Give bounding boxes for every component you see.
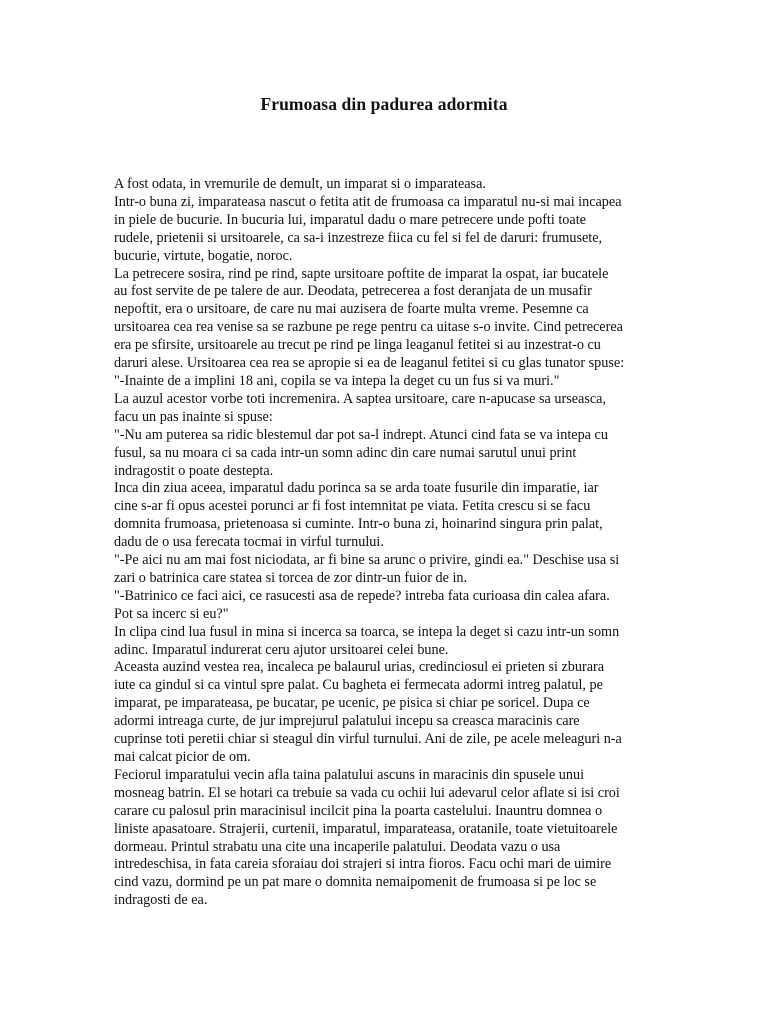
text-line: La petrecere sosira, rind pe rind, sapte ursitoare poftite de imparat la ospat, iar bucatele xyxy=(114,265,609,282)
document-title: Frumoasa din padurea adormita xyxy=(260,94,508,114)
text-line: indragostit o poate destepta. xyxy=(114,462,274,479)
text-line: In clipa cind lua fusul in mina si incerca sa toarca, se intepa la deget si cazu intr-un somn xyxy=(114,623,620,640)
text-line: A fost odata, in vremurile de demult, un imparat si o imparateasa. xyxy=(114,176,486,192)
text-line: Pot sa incerc si eu?" xyxy=(114,605,229,622)
text-line: intredeschisa, in fata careia sforaiau doi strajeri si intra fioros. Facu ochi mari de uimire xyxy=(114,856,612,873)
text-line: La auzul acestor vorbe toti incremenira. A saptea ursitoare, care n-apucase sa urseasca, xyxy=(114,390,606,407)
text-line: Aceasta auzind vestea rea, incaleca pe balaurul urias, credinciosul ei prieten si zburara xyxy=(114,659,605,676)
text-line: mai calcat picior de om. xyxy=(114,749,251,765)
text-line: domnita frumoasa, prietenoasa si cuminte. Intr-o buna zi, hoinarind singura prin palat, xyxy=(114,516,603,533)
text-line: fusul, sa nu moara ci sa cada intr-un somn adinc din care numai sarutul unui print xyxy=(114,444,577,461)
text-line: liniste apasatoare. Strajerii, curtenii, imparatul, imparateasa, oratanile, toate vietuitoarele xyxy=(114,820,618,837)
text-line: carare cu palosul prin maracinisul incilcit pina la poarta castelului. Inauntru domnea o xyxy=(114,802,603,819)
text-line: "-Pe aici nu am mai fost niciodata, ar fi bine sa arunc o privire, gindi ea." Deschise usa si xyxy=(114,552,620,569)
text-line: cind vazu, dormind pe un pat mare o domnita nemaipomenit de frumoasa si pe loc se xyxy=(114,874,597,891)
text-line: "-Nu am puterea sa ridic blestemul dar pot sa-l indrept. Atunci cind fata se va intepa cu xyxy=(114,426,608,443)
text-line: imparat, pe imparateasa, pe bucatar, pe ucenic, pe pisica si chiar pe soricel. Dupa ce xyxy=(114,695,590,712)
text-line: adormi intreaga curte, de jur imprejurul palatului incepu sa creasca maracinis care xyxy=(114,713,580,730)
text-line: mosneag batrin. El se hotari ca trebuie sa vada cu ochii lui adevarul celor aflate si isi croi xyxy=(114,784,620,801)
text-line: zari o batrinica care statea si torcea de zor dintr-un fuior de in. xyxy=(114,569,468,586)
text-line: in piele de bucurie. In bucuria lui, imparatul dadu o mare petrecere unde pofti toate xyxy=(114,211,586,228)
text-line: indragosti de ea. xyxy=(114,892,208,909)
text-line: rudele, prietenii si ursitoarele, ca sa-i inzestreze fiica cu fel si fel de daruri: frumusete, xyxy=(114,229,603,246)
text-line: cine s-ar fi opus acestei porunci ar fi fost intemnitat pe viata. Fetita crescu si se facu xyxy=(114,498,591,515)
text-line: cuprinse toti peretii chiar si steagul din virful turnului. Ani de zile, pe acele meleaguri n-a xyxy=(114,731,622,748)
text-line: Inca din ziua aceea, imparatul dadu porinca sa se arda toate fusurile din imparatie, iar xyxy=(114,480,599,497)
text-line: adinc. Imparatul indurerat ceru ajutor ursitoarei celei bune. xyxy=(114,641,449,658)
text-line: dormeau. Printul strabatu una cite una incaperile palatului. Deodata vazu o usa xyxy=(114,838,561,855)
text-line: bucurie, virtute, bogatie, noroc. xyxy=(114,247,293,264)
text-line: Intr-o buna zi, imparateasa nascut o fetita atit de frumoasa ca imparatul nu-si mai incapea xyxy=(114,193,622,210)
text-line: "-Inainte de a implini 18 ani, copila se va intepa la deget cu un fus si va muri." xyxy=(114,372,560,389)
text-line: Feciorul imparatului vecin afla taina palatului ascuns in maracinis din spusele unui xyxy=(114,766,585,783)
text-line: ursitoarea cea rea venise sa se razbune pe rege pentru ca uitase s-o invite. Cind petrecerea xyxy=(114,319,623,336)
text-line: iute ca gindul si ca vintul spre palat. Cu bagheta ei fermecata adormi intreg palatul, pe xyxy=(114,677,603,694)
text-line: facu un pas inainte si spuse: xyxy=(114,408,273,425)
document-body xyxy=(114,176,659,910)
text-line: era pe sfirsite, ursitoarele au trecut pe rind pe linga leaganul fetitei si au inzestrat-o cu xyxy=(114,337,601,354)
text-line: nepoftit, era o ursitoare, de care nu mai auzisera de foarte multa vreme. Pesemne ca xyxy=(114,301,589,318)
text-line: daruri alese. Ursitoarea cea rea se apropie si ea de leaganul fetitei si cu glas tunator spuse: xyxy=(114,355,625,372)
text-line: "-Batrinico ce faci aici, ce rasucesti asa de repede? intreba fata curioasa din calea afara. xyxy=(114,587,610,604)
text-line: dadu de o usa ferecata tocmai in virful turnului. xyxy=(114,534,384,551)
text-line: au fost servite de pe talere de aur. Deodata, petrecerea a fost deranjata de un musafir xyxy=(114,283,592,300)
